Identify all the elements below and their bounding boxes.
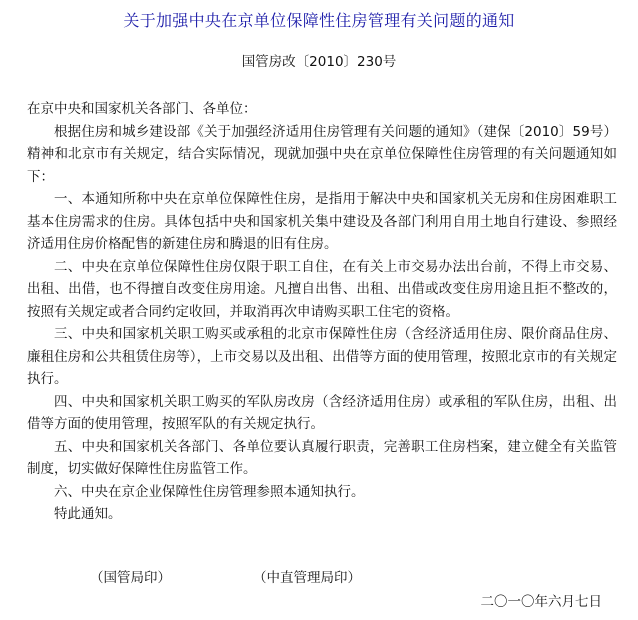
- salutation: 在京中央和国家机关各部门、各单位：: [27, 101, 257, 117]
- clause-1: 一、本通知所称中央在京单位保障性住房，是指用于解决中央和国家机关无房和住房困难职工基本住房需求的住房。具体包括中央和国家机关集中建设及各部门利用自用土地自行建设、参照经济适用住房价格配售的新建住房和腾退的旧有住房。: [27, 191, 617, 252]
- document-date: 二〇一〇年六月七日: [480, 594, 602, 610]
- seal-line: [90, 568, 361, 588]
- clause-5: 五、中央和国家机关各部门、各单位要认真履行职责，完善职工住房档案，建立健全有关监管制度，切实做好保障性住房监管工作。: [27, 438, 617, 477]
- clause-2: 二、中央在京单位保障性住房仅限于职工自住，在有关上市交易办法出台前，不得上市交易、出租、出借，也不得擅自改变住房用途。凡擅自出售、出租、出借或改变住房用途且拒不整改的，按照有关规定或者合同约定收回，并取消再次申请购买职工住宅的资格。: [27, 258, 617, 320]
- document-title: 关于加强中央在京单位保障性住房管理有关问题的通知: [123, 11, 515, 30]
- document-body: [27, 98, 617, 526]
- clause-6: 六、中央在京企业保障性住房管理参照本通知执行。: [54, 483, 365, 500]
- seal-guoguanju: （国管局印）: [90, 570, 171, 586]
- document-number: 国管房改〔2010〕230号: [241, 54, 397, 70]
- seal-zhongzhi: （中直管理局印）: [253, 570, 361, 586]
- intro-paragraph: 根据住房和城乡建设部《关于加强经济适用住房管理有关问题的通知》（建保〔2010〕59号）精神和北京市有关规定，结合实际情况，现就加强中央在京单位保障性住房管理的有关问题通知如下：: [27, 123, 617, 185]
- closing-line: 特此通知。: [54, 506, 122, 522]
- clause-4: 四、中央和国家机关职工购买的军队房改房（含经济适用住房）或承租的军队住房，出租、出借等方面的使用管理，按照军队的有关规定执行。: [27, 393, 617, 432]
- clause-3: 三、中央和国家机关职工购买或承租的北京市保障性住房（含经济适用住房、限价商品住房、廉租住房和公共租赁住房等），上市交易以及出租、出借等方面的使用管理，按照北京市的有关规定执行。: [27, 326, 617, 387]
